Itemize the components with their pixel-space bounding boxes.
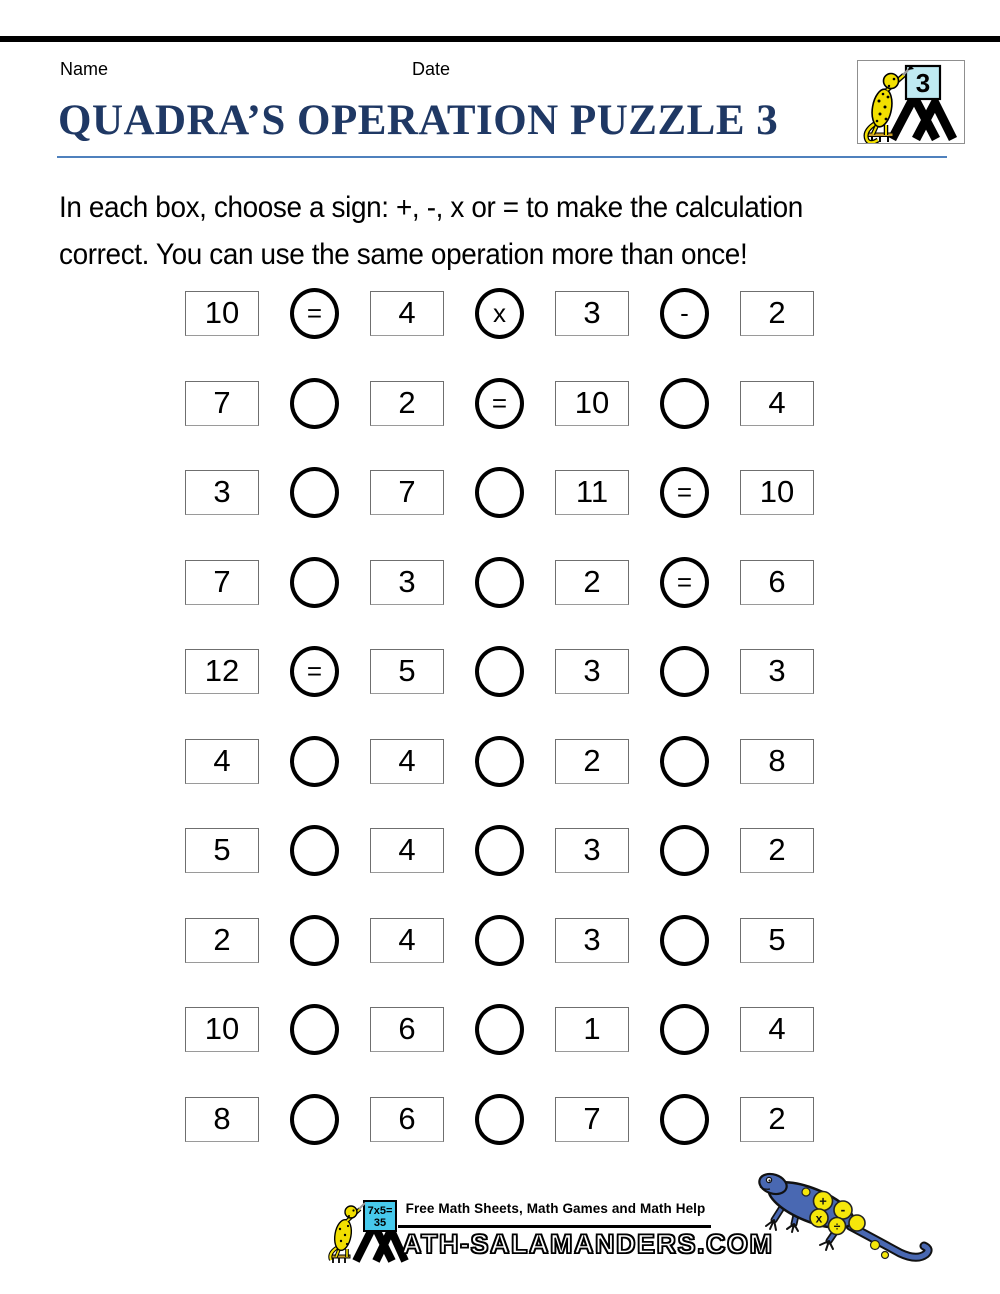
number-box: 2 bbox=[555, 560, 629, 605]
page-title: QUADRA’S OPERATION PUZZLE 3 bbox=[58, 97, 779, 144]
number-box: 4 bbox=[740, 381, 814, 426]
operator-circle[interactable] bbox=[475, 915, 524, 966]
operator-circle[interactable] bbox=[290, 825, 339, 876]
number-box: 7 bbox=[185, 560, 259, 605]
operator-circle: x bbox=[475, 288, 524, 339]
operator-circle[interactable] bbox=[475, 646, 524, 697]
instructions-line-1: In each box, choose a sign: +, -, x or = to make the calculation bbox=[59, 191, 803, 224]
operator-circle[interactable] bbox=[475, 1094, 524, 1145]
number-box: 2 bbox=[555, 739, 629, 784]
number-box: 5 bbox=[370, 649, 444, 694]
number-box: 8 bbox=[185, 1097, 259, 1142]
operator-circle: = bbox=[290, 288, 339, 339]
operator-circle[interactable] bbox=[475, 1004, 524, 1055]
number-box: 10 bbox=[555, 381, 629, 426]
blue-salamander-operators-icon bbox=[758, 1168, 943, 1273]
instructions bbox=[59, 184, 959, 278]
number-box: 1 bbox=[555, 1007, 629, 1052]
number-box: 2 bbox=[740, 291, 814, 336]
number-box: 5 bbox=[740, 918, 814, 963]
salamander-painting-number-badge-icon bbox=[858, 61, 964, 143]
number-box: 5 bbox=[185, 828, 259, 873]
puzzle-row bbox=[185, 1004, 814, 1055]
number-box: 4 bbox=[740, 1007, 814, 1052]
number-box: 10 bbox=[740, 470, 814, 515]
number-box: 2 bbox=[740, 828, 814, 873]
number-box: 4 bbox=[370, 828, 444, 873]
operator-circle[interactable] bbox=[660, 378, 709, 429]
board-text-line2: 35 bbox=[373, 1217, 387, 1229]
number-box: 3 bbox=[555, 828, 629, 873]
puzzle-row bbox=[185, 736, 814, 787]
operator-circle[interactable] bbox=[475, 557, 524, 608]
number-box: 3 bbox=[185, 470, 259, 515]
number-box: 6 bbox=[370, 1097, 444, 1142]
board-text-line1: 7x5= bbox=[367, 1205, 393, 1217]
header-logo bbox=[857, 60, 965, 144]
title-underline bbox=[57, 156, 947, 158]
operator-circle[interactable] bbox=[290, 467, 339, 518]
number-box: 3 bbox=[555, 918, 629, 963]
name-label: Name bbox=[60, 59, 109, 79]
top-double-rule bbox=[0, 36, 1000, 42]
number-box: 7 bbox=[555, 1097, 629, 1142]
operator-circle: = bbox=[290, 646, 339, 697]
puzzle-grid bbox=[185, 288, 814, 1145]
number-box: 7 bbox=[185, 381, 259, 426]
number-box: 3 bbox=[555, 649, 629, 694]
puzzle-row bbox=[185, 915, 814, 966]
footer-wordmark: ATH-SALAMANDERS.COM bbox=[402, 1229, 774, 1259]
date-label: Date bbox=[412, 59, 451, 79]
puzzle-row bbox=[185, 825, 814, 876]
operator-circle[interactable] bbox=[290, 1094, 339, 1145]
number-box: 3 bbox=[555, 291, 629, 336]
operator-circle[interactable] bbox=[290, 736, 339, 787]
number-box: 3 bbox=[740, 649, 814, 694]
puzzle-row bbox=[185, 378, 814, 429]
number-box: 2 bbox=[370, 381, 444, 426]
operator-circle[interactable] bbox=[475, 467, 524, 518]
puzzle-row bbox=[185, 288, 814, 339]
number-box: 11 bbox=[555, 470, 629, 515]
operator-circle[interactable] bbox=[660, 915, 709, 966]
operator-circle: = bbox=[475, 378, 524, 429]
operator-circle[interactable] bbox=[660, 1004, 709, 1055]
operator-circle[interactable] bbox=[290, 915, 339, 966]
operator-circle: = bbox=[660, 467, 709, 518]
operator-circle[interactable] bbox=[290, 378, 339, 429]
number-box: 4 bbox=[185, 739, 259, 784]
svg-text:+: + bbox=[819, 1193, 827, 1209]
number-box: 6 bbox=[740, 560, 814, 605]
number-box: 2 bbox=[740, 1097, 814, 1142]
number-box: 4 bbox=[370, 291, 444, 336]
number-box: 10 bbox=[185, 1007, 259, 1052]
number-box: 10 bbox=[185, 291, 259, 336]
badge-number: 3 bbox=[915, 68, 931, 98]
puzzle-row bbox=[185, 557, 814, 608]
number-box: 2 bbox=[185, 918, 259, 963]
footer-tagline: Free Math Sheets, Math Games and Math Help bbox=[405, 1201, 706, 1216]
operator-circle: - bbox=[660, 288, 709, 339]
operator-circle[interactable] bbox=[475, 736, 524, 787]
number-box: 7 bbox=[370, 470, 444, 515]
number-box: 8 bbox=[740, 739, 814, 784]
number-box: 4 bbox=[370, 739, 444, 784]
number-box: 12 bbox=[185, 649, 259, 694]
svg-text:-: - bbox=[840, 1201, 846, 1218]
operator-circle[interactable] bbox=[660, 1094, 709, 1145]
puzzle-row bbox=[185, 646, 814, 697]
operator-circle[interactable] bbox=[660, 646, 709, 697]
operator-circle[interactable] bbox=[290, 1004, 339, 1055]
puzzle-row bbox=[185, 467, 814, 518]
operator-circle[interactable] bbox=[660, 825, 709, 876]
number-box: 6 bbox=[370, 1007, 444, 1052]
svg-text:÷: ÷ bbox=[833, 1219, 841, 1234]
footer-rule bbox=[398, 1225, 711, 1228]
operator-circle[interactable] bbox=[475, 825, 524, 876]
puzzle-row bbox=[185, 1094, 814, 1145]
number-box: 3 bbox=[370, 560, 444, 605]
number-box: 4 bbox=[370, 918, 444, 963]
instructions-line-2: correct. You can use the same operation more than once! bbox=[59, 238, 748, 271]
operator-circle[interactable] bbox=[660, 736, 709, 787]
operator-circle[interactable] bbox=[290, 557, 339, 608]
svg-text:x: x bbox=[815, 1211, 823, 1226]
operator-circle: = bbox=[660, 557, 709, 608]
